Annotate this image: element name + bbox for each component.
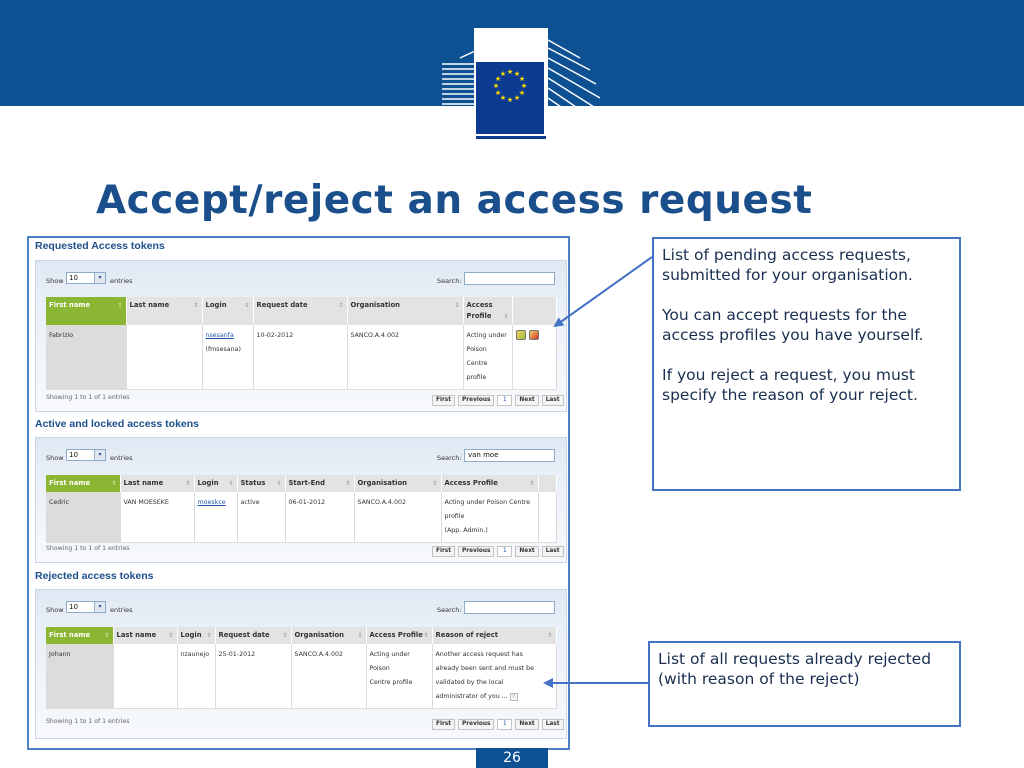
sort-icon: ⇕	[111, 480, 117, 487]
search-label: Search:	[437, 277, 462, 285]
column-header[interactable]: Reason of reject ⇕	[432, 627, 556, 644]
column-header[interactable]: Organisation ⇕	[354, 475, 441, 492]
column-header[interactable]: Access Profile ⇕	[366, 627, 432, 644]
sort-icon: ⇕	[345, 480, 351, 487]
rejected-table	[46, 627, 557, 709]
requested-search-input[interactable]	[464, 272, 555, 285]
show-label: Show	[46, 277, 64, 285]
column-header	[538, 475, 556, 492]
previous-page-button[interactable]: Previous	[458, 546, 494, 557]
more-info-icon[interactable]: ?	[510, 693, 518, 701]
sort-icon: ⇕	[454, 302, 460, 309]
svg-text:★: ★	[499, 94, 507, 102]
svg-text:★: ★	[513, 94, 521, 102]
column-header[interactable]: Login ⇕	[202, 297, 253, 325]
cell-first-name: Cedric	[46, 492, 120, 543]
svg-text:★: ★	[513, 70, 521, 78]
column-header[interactable]: Login ⇕	[177, 627, 215, 644]
sort-icon: ⇕	[357, 632, 363, 639]
last-page-button[interactable]: Last	[542, 719, 564, 730]
previous-page-button[interactable]: Previous	[458, 395, 494, 406]
sort-icon: ⇕	[104, 632, 110, 639]
column-header	[512, 297, 556, 325]
rejected-section-title: Rejected access tokens	[35, 570, 154, 582]
table-row	[46, 325, 556, 390]
column-header[interactable]: First name ⇕	[46, 475, 120, 492]
entries-label: entries	[110, 606, 133, 614]
sort-icon: ⇕	[185, 480, 191, 487]
sort-icon: ⇕	[547, 632, 553, 639]
cell-access-profile: Acting under Poison Centre profile (App. Admin.)	[441, 492, 538, 543]
last-page-button[interactable]: Last	[542, 395, 564, 406]
svg-text:★: ★	[494, 75, 502, 83]
page-number-button[interactable]: 1	[497, 719, 512, 730]
sort-icon: ⇕	[244, 302, 250, 309]
rejected-page-size-select[interactable]	[66, 601, 106, 613]
active-panel	[35, 437, 567, 563]
sort-icon: ⇕	[338, 302, 344, 309]
svg-text:★: ★	[499, 70, 507, 78]
active-section-title: Active and locked access tokens	[35, 418, 199, 430]
column-header[interactable]: Request date ⇕	[215, 627, 291, 644]
sort-icon: ⇕	[193, 302, 199, 309]
page-number: 26	[476, 748, 548, 768]
cell-first-name: Johann	[46, 644, 113, 709]
page-size-value: 10	[69, 274, 78, 282]
sort-icon: ⇕	[423, 632, 429, 639]
sort-icon: ⇕	[432, 480, 438, 487]
entries-label: entries	[110, 454, 133, 462]
app-screenshot	[27, 236, 570, 750]
last-page-button[interactable]: Last	[542, 546, 564, 557]
european-commission-logo	[440, 28, 610, 144]
logo-text: European Commission	[478, 110, 536, 134]
column-header[interactable]: Last name ⇕	[113, 627, 177, 644]
table-row	[46, 644, 556, 709]
chevron-down-icon: ▾	[94, 602, 105, 612]
next-page-button[interactable]: Next	[515, 395, 538, 406]
cell-login: nzaunejo	[177, 644, 215, 709]
cell-organisation: SANCO.A.4.002	[347, 325, 463, 390]
show-label: Show	[46, 454, 64, 462]
login-link[interactable]: moeskce	[197, 499, 226, 506]
svg-text:★: ★	[518, 75, 526, 83]
showing-info: Showing 1 to 1 of 1 entries	[46, 394, 130, 401]
search-label: Search:	[437, 606, 462, 614]
cell-last-name	[126, 325, 202, 390]
page-title: Accept/reject an access request	[96, 178, 813, 223]
page-size-value: 10	[69, 451, 78, 459]
sort-icon: ⇕	[503, 313, 509, 320]
cell-start-end: 06-01-2012	[285, 492, 354, 543]
requested-page-size-select[interactable]	[66, 272, 106, 284]
cell-first-name: Fabrizio	[46, 325, 126, 390]
svg-text:★: ★	[518, 89, 526, 97]
sort-icon: ⇕	[206, 632, 212, 639]
column-header[interactable]: Access Profile ⇕	[441, 475, 538, 492]
rejected-search-input[interactable]	[464, 601, 555, 614]
accept-icon[interactable]	[516, 330, 526, 340]
cell-organisation: SANCO.A.4.002	[291, 644, 366, 709]
column-header[interactable]: Last name ⇕	[120, 475, 194, 492]
sort-icon: ⇕	[228, 480, 234, 487]
logo-underline	[476, 136, 546, 139]
sort-icon: ⇕	[117, 302, 123, 309]
table-row	[46, 492, 556, 543]
next-page-button[interactable]: Next	[515, 719, 538, 730]
cell-organisation: SANCO.A.4.002	[354, 492, 441, 543]
requested-section-title: Requested Access tokens	[35, 240, 165, 252]
column-header[interactable]: Access Profile ⇕	[463, 297, 512, 325]
pending-requests-callout	[652, 237, 961, 491]
cell-actions	[538, 492, 556, 543]
svg-text:★: ★	[520, 82, 528, 90]
cell-last-name	[113, 644, 177, 709]
entries-label: entries	[110, 277, 133, 285]
column-header[interactable]: First name ⇕	[46, 297, 126, 325]
showing-info: Showing 1 to 1 of 1 entries	[46, 718, 130, 725]
active-search-input[interactable]: van moe	[464, 449, 555, 462]
column-header[interactable]: Start-End ⇕	[285, 475, 354, 492]
callout-text: If you reject a request, you must specify the reason of your reject.	[662, 366, 918, 404]
callout-text: You can accept requests for the access profiles you have yourself.	[662, 306, 924, 344]
previous-page-button[interactable]: Previous	[458, 719, 494, 730]
column-header[interactable]: Last name ⇕	[126, 297, 202, 325]
callout-text: List of all requests already rejected (with reason of the reject)	[658, 650, 932, 688]
page-number-button[interactable]: 1	[497, 395, 512, 406]
requested-table	[46, 297, 557, 390]
search-label: Search:	[437, 454, 462, 462]
cell-access-profile: Acting under Poison Centre profile	[366, 644, 432, 709]
svg-text:★: ★	[506, 96, 514, 104]
chevron-down-icon: ▾	[94, 450, 105, 460]
show-label: Show	[46, 606, 64, 614]
cell-last-name: VAN MOESEKE	[120, 492, 194, 543]
cell-request-date: 25-01-2012	[215, 644, 291, 709]
first-page-button[interactable]: First	[432, 719, 455, 730]
login-sub: (fmsesana)	[205, 346, 241, 353]
showing-info: Showing 1 to 1 of 1 entries	[46, 545, 130, 552]
first-page-button[interactable]: First	[432, 395, 455, 406]
callout-text: List of pending access requests, submitted for your organisation.	[662, 246, 913, 284]
active-pager	[432, 546, 564, 557]
cell-request-date: 10-02-2012	[253, 325, 347, 390]
sort-icon: ⇕	[168, 632, 174, 639]
svg-text:★: ★	[506, 68, 514, 76]
requested-pager	[432, 395, 564, 406]
cell-actions	[512, 325, 556, 390]
cell-reason: Another access request has already been sent and must be validated by the local administrator of you ... ?	[432, 644, 556, 709]
page-size-value: 10	[69, 603, 78, 611]
svg-text:★: ★	[494, 89, 502, 97]
login-link[interactable]: nsesanfa	[205, 332, 234, 339]
cell-status: active	[237, 492, 285, 543]
cell-login	[202, 325, 253, 390]
column-header[interactable]: Organisation ⇕	[291, 627, 366, 644]
rejected-pager	[432, 719, 564, 730]
cell-login	[194, 492, 237, 543]
active-page-size-select[interactable]	[66, 449, 106, 461]
active-table	[46, 475, 557, 543]
sort-icon: ⇕	[529, 480, 535, 487]
requested-panel	[35, 260, 567, 412]
chevron-down-icon: ▾	[94, 273, 105, 283]
page-number-button[interactable]: 1	[497, 546, 512, 557]
svg-text:★: ★	[492, 82, 500, 90]
column-header[interactable]: Request date ⇕	[253, 297, 347, 325]
next-page-button[interactable]: Next	[515, 546, 538, 557]
column-header[interactable]: Organisation ⇕	[347, 297, 463, 325]
rejected-requests-callout	[648, 641, 961, 727]
cell-access-profile: Acting under Poison Centre profile	[463, 325, 512, 390]
rejected-panel	[35, 589, 567, 739]
sort-icon: ⇕	[282, 632, 288, 639]
column-header[interactable]: Status ⇕	[237, 475, 285, 492]
reject-icon[interactable]	[529, 330, 539, 340]
first-page-button[interactable]: First	[432, 546, 455, 557]
sort-icon: ⇕	[276, 480, 282, 487]
column-header[interactable]: Login ⇕	[194, 475, 237, 492]
column-header[interactable]: First name ⇕	[46, 627, 113, 644]
